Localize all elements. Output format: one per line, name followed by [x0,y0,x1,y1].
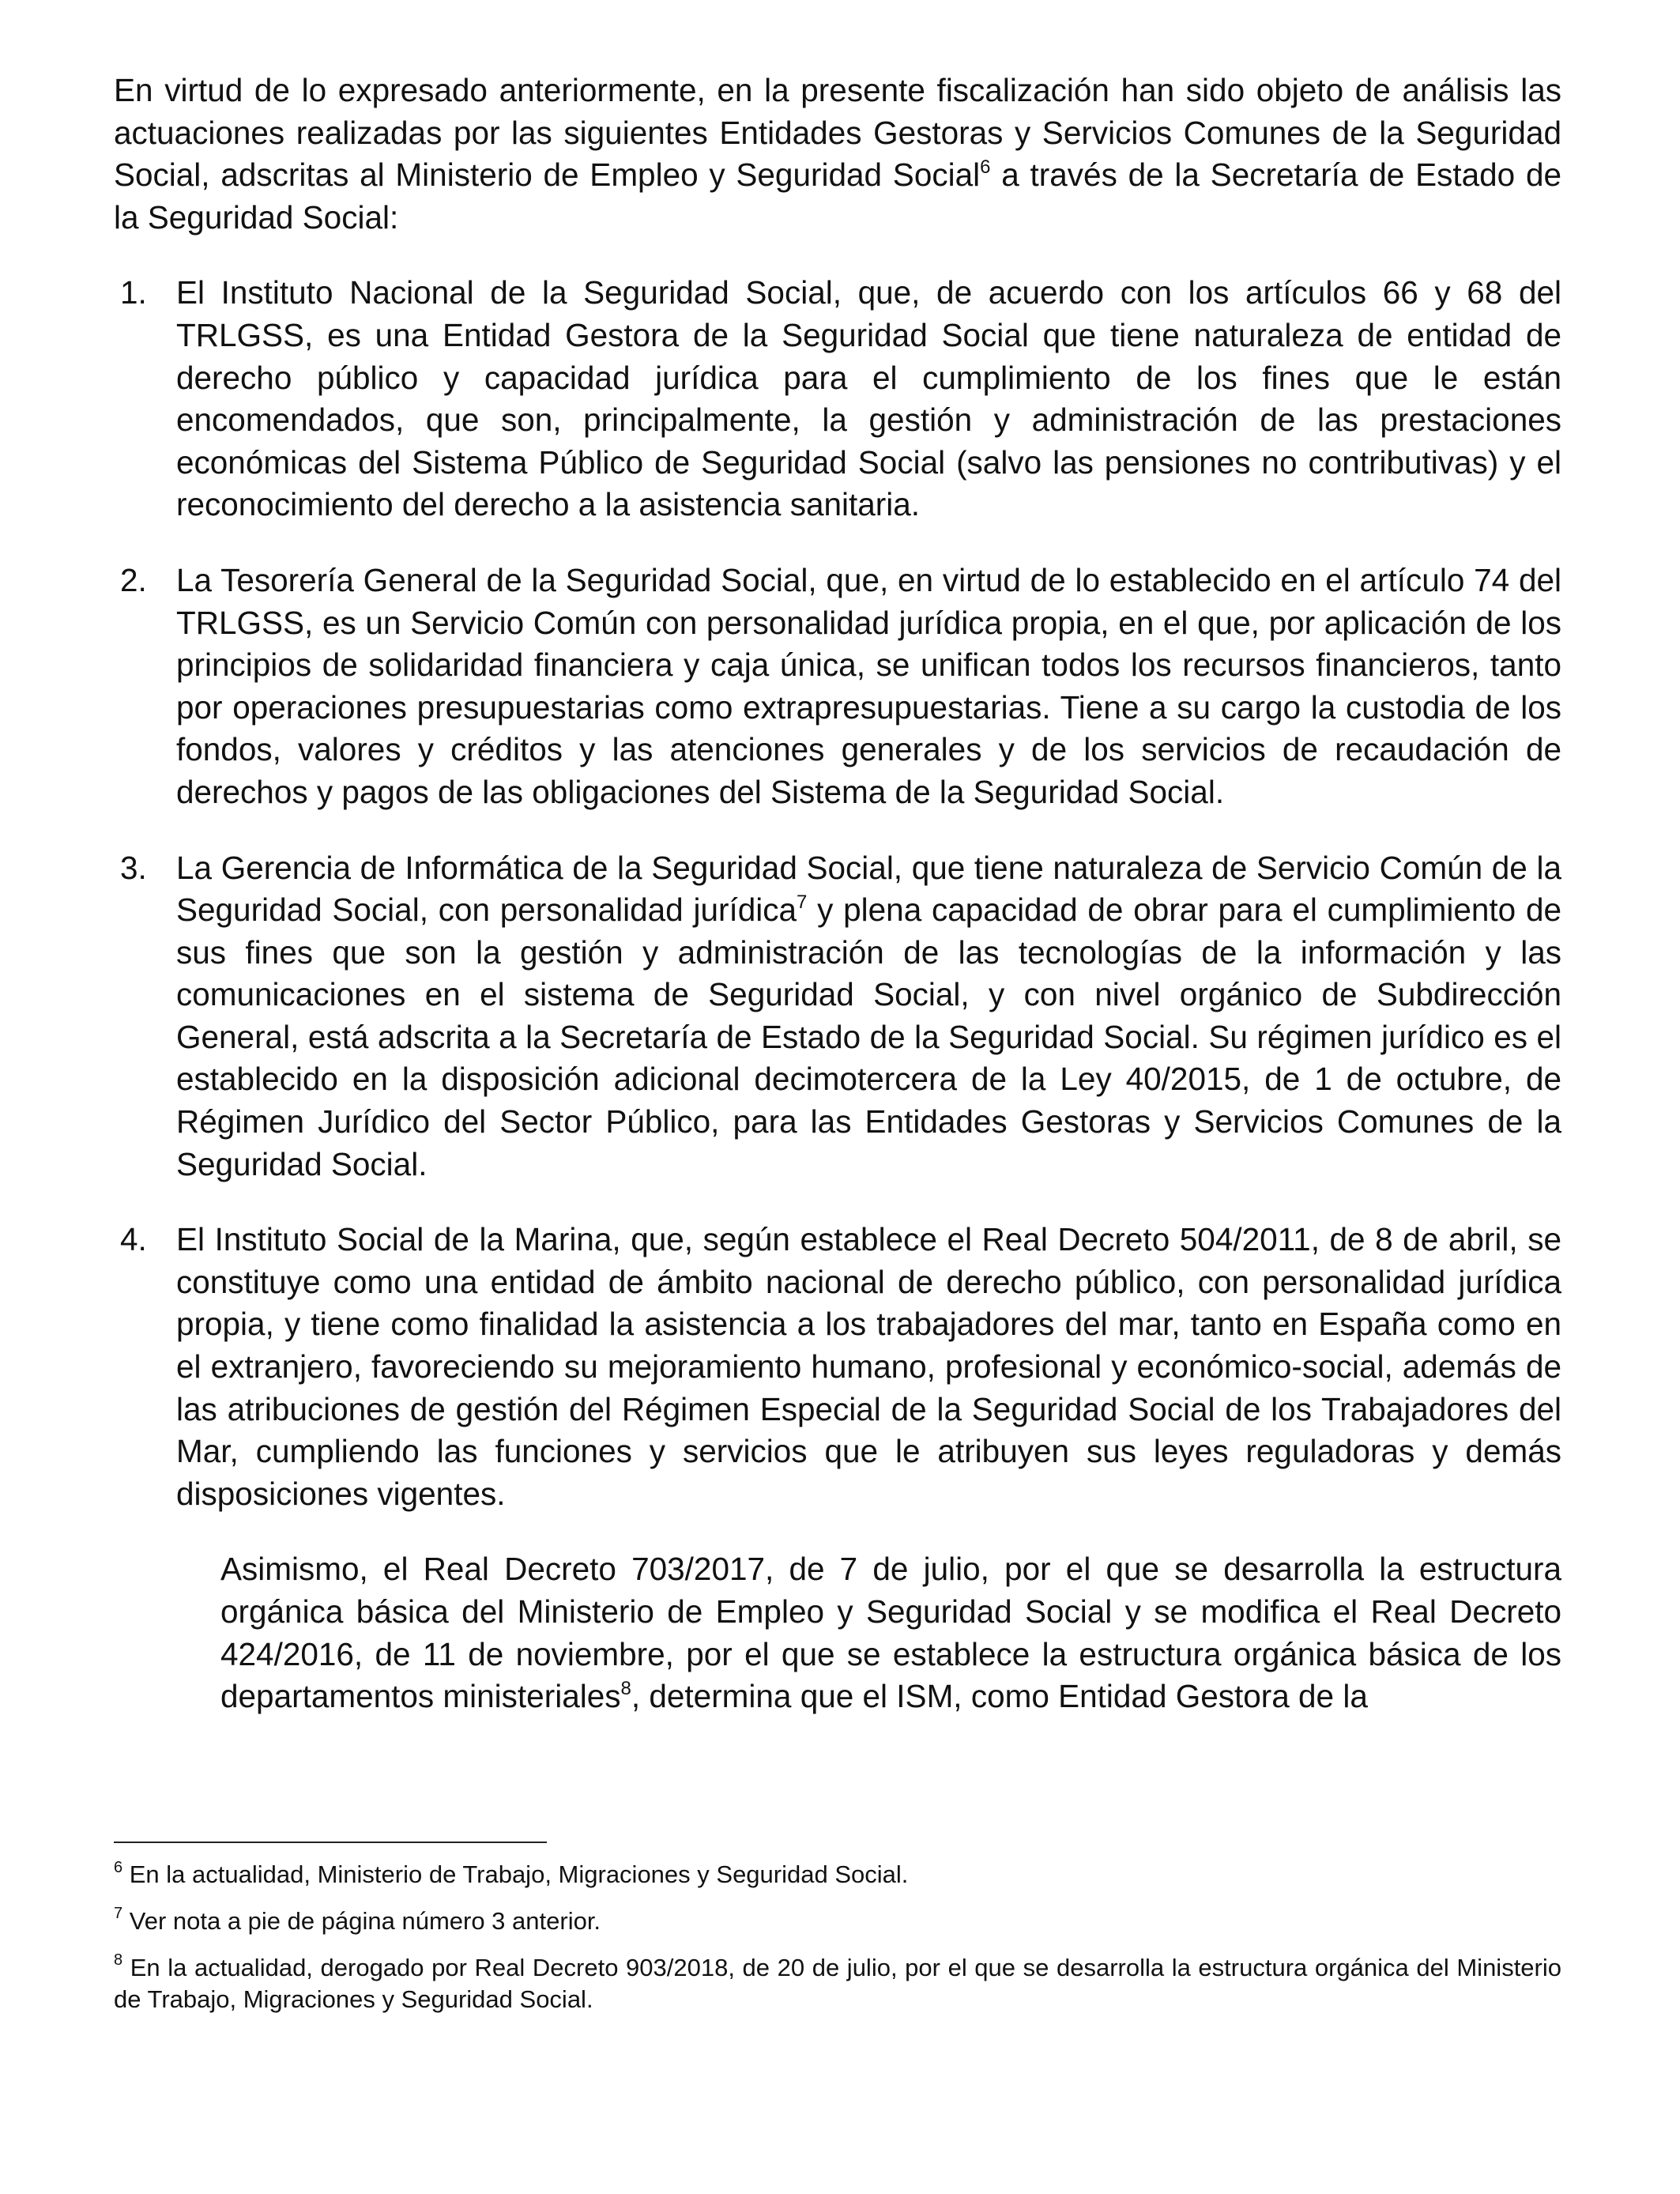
footnote-number: 7 [114,1905,123,1923]
footnote-text: Ver nota a pie de página número 3 anterior. [122,1906,601,1935]
continuation-paragraph [220,1548,1561,1717]
footnote-number: 8 [114,1951,123,1970]
footnote-ref-7[interactable]: 7 [797,891,808,913]
list-item-text: El Instituto Nacional de la Seguridad Social, que, de acuerdo con los artículos 66 y 68 del TRLGSS, es una Entidad Gestora de la Seguridad Social que tiene naturaleza de entidad de derecho público y capacidad jurídica para el cumplimiento de los fines que le están encomendados, que son, principalmente, la gestión y administración de las prestaciones económicas del Sistema Público de Seguridad Social (salvo las pensiones no contributivas) y el reconocimiento del derecho a la asistencia sanitaria. [176,274,1561,523]
footnote-8 [114,1952,1561,2017]
list-item-text [176,847,1561,1186]
list-item-number: 2. [120,561,147,598]
list-item-text-start: La Gerencia de Informática de la Seguridad Social, que tiene naturaleza de Servicio Común de la Seguridad Social, con personalidad jurídica [176,849,1561,929]
list-item-ism [114,1219,1561,1515]
continuation-text: Asimismo, el Real Decreto 703/2017, de 7 de julio, por el que se desarrolla la estructura orgánica básica del Ministerio de Empleo y Seguridad Social y se modifica el Real Decreto 424/2016, de 11 de noviembre, por el que se establece la estructura orgánica básica de los departamentos ministeriales [220,1551,1561,1715]
footnote-number: 6 [114,1858,123,1876]
list-item-number: 4. [120,1221,147,1258]
footnote-ref-6[interactable]: 6 [980,156,991,178]
list-item-tgss [114,560,1561,814]
footnote-text: En la actualidad, Ministerio de Trabajo, Migraciones y Seguridad Social. [122,1860,909,1888]
document-page [114,70,1561,1718]
footnote-7 [114,1906,1561,1938]
intro-text-end: a través de la Secretaría de Estado de la Seguridad Social: [114,156,1561,236]
list-item-text-end: y plena capacidad de obrar para el cumplimiento de sus fines que son la gestión y administración de las tecnologías de la información y las comunicaciones en el sistema de Seguridad Social, y con nivel orgánico de Subdirección General, está adscrita a la Secretaría de Estado de la Seguridad Social. Su régimen jurídico es el establecido en la disposición adicional decimotercera de la Ley 40/2015, de 1 de octubre, de Régimen Jurídico del Sector Público, para las Entidades Gestoras y Servicios Comunes de la Seguridad Social. [176,892,1561,1182]
footnote-6 [114,1859,1561,1891]
footnotes-section [114,1859,1561,2030]
list-item-text: El Instituto Social de la Marina, que, según establece el Real Decreto 504/2011, de 8 de abril, se constituye como una entidad de ámbito nacional de derecho público, con personalidad jurídica propia, y tiene como finalidad la asistencia a los trabajadores del mar, tanto en España como en el extranjero, favoreciendo su mejoramiento humano, profesional y económico-social, además de las atribuciones de gestión del Régimen Especial de la Seguridad Social de los Trabajadores del Mar, cumpliendo las funciones y servicios que le atribuyen sus leyes reguladoras y demás disposiciones vigentes. [176,1221,1561,1512]
footnote-ref-8[interactable]: 8 [620,1677,631,1699]
footnote-text: En la actualidad, derogado por Real Decreto 903/2018, de 20 de julio, por el que se desarrolla la estructura orgánica del Ministerio de Trabajo, Migraciones y Seguridad Social. [114,1953,1561,2014]
intro-text: En virtud de lo expresado anteriormente, en la presente fiscalización han sido objeto de análisis las actuaciones realizadas por las siguientes Entidades Gestoras y Servicios Comunes de la Seguridad Social, adscritas al Ministerio de Empleo y Seguridad Social [114,72,1561,194]
list-item-number: 3. [120,849,147,886]
list-item-text: La Tesorería General de la Seguridad Social, que, en virtud de lo establecido en el artículo 74 del TRLGSS, es un Servicio Común con personalidad jurídica propia, en el que, por aplicación de los principios de solidaridad financiera y caja única, se unifican todos los recursos financieros, tanto por operaciones presupuestarias como extrapresupuestarias. Tiene a su cargo la custodia de los fondos, valores y créditos y las atenciones generales y de los servicios de recaudación de derechos y pagos de las obligaciones del Sistema de la Seguridad Social. [176,561,1561,810]
entities-list [114,272,1561,1515]
list-item-number: 1. [120,274,147,311]
footnote-separator [114,1842,547,1843]
continuation-text-end: , determina que el ISM, como Entidad Gestora de la [631,1678,1368,1715]
list-item-insss [114,272,1561,526]
intro-paragraph [114,70,1561,239]
list-item-giss [114,847,1561,1186]
